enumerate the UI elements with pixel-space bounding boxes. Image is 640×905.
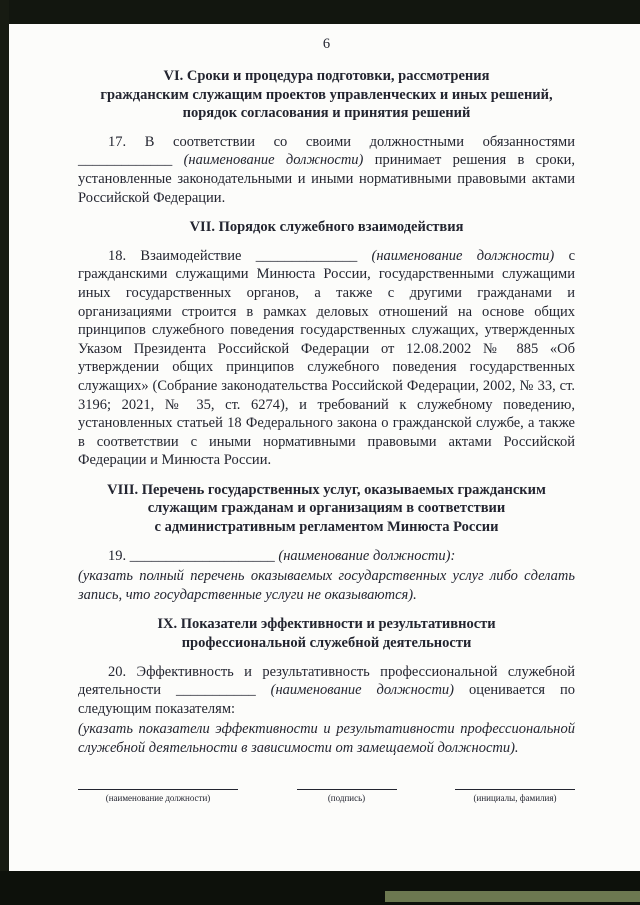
- paragraph-18-lead: 18. Взаимодействие: [108, 247, 256, 264]
- paragraph-17-rest: принимает решения в сроки, установленные законодательными и иными нормативными правовыми актами Российской Федерации.: [78, 152, 575, 206]
- paragraph-18-blank-line: ______________: [255, 247, 358, 264]
- paragraph-20-blank-line: ___________: [175, 682, 256, 699]
- paragraph-19-blank-line: ____________________: [129, 547, 275, 564]
- signature-sign-line: [297, 780, 397, 790]
- heading-ix-line-2: профессиональной служебной деятельности: [181, 635, 472, 652]
- paragraph-20-note: (указать показатели эффективности и результативности профессиональной служебной деятельности в зависимости от замещаемой должности).: [78, 721, 575, 756]
- paragraph-20-rest: оценивается по следующим показателям:: [78, 682, 576, 717]
- paragraph-18: [78, 247, 575, 470]
- heading-viii-line-2: служащим гражданам и организациям в соответствии: [147, 500, 506, 517]
- signature-name-label: (инициалы, фамилия): [473, 792, 557, 803]
- heading-vi-line-1: VI. Сроки и процедура подготовки, рассмотрения: [163, 68, 490, 84]
- paragraph-17-position-hint: (наименование должности): [172, 152, 375, 169]
- signature-name-line: [455, 780, 575, 790]
- paragraph-17-lead: 17. В соответствии со своими должностными обязанностями: [108, 133, 575, 150]
- paragraph-20-lead: 20. Эффективность и результативность профессиональной служебной деятельности: [78, 663, 575, 699]
- signature-block: [78, 780, 575, 804]
- scan-border-left: [0, 0, 9, 905]
- section-heading-ix: [78, 615, 575, 652]
- paragraph-19-position-hint: (наименование должности):: [274, 547, 456, 564]
- signature-name-column: [455, 780, 575, 804]
- signature-position-label: (наименование должности): [105, 792, 211, 803]
- paragraph-20-position-hint: (наименование должности): [255, 682, 469, 699]
- section-heading-vii: VII. Порядок служебного взаимодействия: [189, 219, 464, 236]
- heading-ix-line-1: IX. Показатели эффективности и результативности: [157, 616, 496, 633]
- page-number: 6: [322, 36, 331, 52]
- paragraph-17-blank-line: _____________: [78, 152, 173, 169]
- heading-viii-line-3: с административным регламентом Минюста России: [154, 519, 499, 536]
- paragraph-20: [78, 663, 575, 719]
- page-content: [9, 24, 640, 804]
- section-heading-vi: [78, 67, 575, 123]
- signature-position-line: [78, 780, 238, 790]
- signature-position-column: [78, 780, 238, 804]
- scan-border-bottom-green: [385, 891, 640, 902]
- heading-vi-line-3: порядок согласования и принятия решений: [182, 105, 471, 122]
- paragraph-19: [78, 547, 575, 566]
- scan-border-bottom: [0, 871, 640, 905]
- signature-sign-label: (подпись): [327, 792, 366, 803]
- scan-border-top: [0, 0, 640, 24]
- paragraph-17: [78, 133, 575, 207]
- heading-vi-line-2: гражданским служащим проектов управленческих и иных решений,: [100, 86, 553, 103]
- paragraph-18-position-hint: (наименование должности): [357, 247, 569, 264]
- paragraph-19-note: (указать полный перечень оказываемых государственных услуг либо сделать запись, что государственные услуги не оказываются).: [78, 568, 575, 603]
- heading-viii-line-1: VIII. Перечень государственных услуг, оказываемых гражданским: [107, 481, 546, 498]
- section-heading-viii: [78, 481, 575, 537]
- paragraph-19-number: 19.: [108, 547, 130, 564]
- paragraph-18-rest: с гражданскими служащими Минюста России, государственными служащими иных государственных органов, а также с другими гражданами и организациями строится в рамках деловых отношений на основе общих принципов служебного поведения государственных служащих, утвержденных Указом Президента Российской Федерации от 12.08.2002 № 885 «Об утверждении общих принципов служебного поведения государственных служащих» (Собрание законодательства Российской Федерации, 2002, № 33, ст. 3196; 2021, № 35, ст. 6274), и требований к служебному поведению, установленных статьей 18 Федерального закона о гражданской службе, а также в соответствии с иными нормативными правовыми актами Российской Федерации и Минюста России.: [78, 247, 575, 469]
- signature-sign-column: [297, 780, 397, 804]
